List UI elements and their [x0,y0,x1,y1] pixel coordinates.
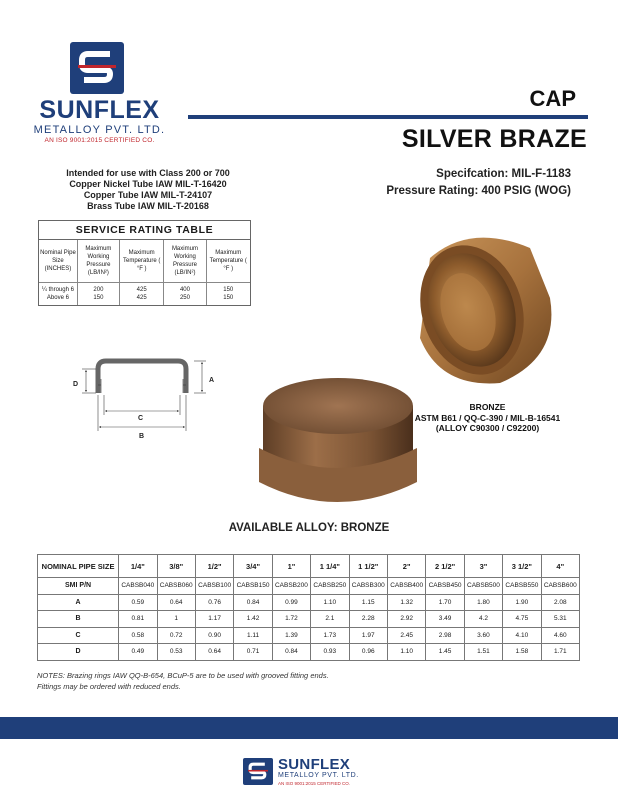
table-cell: 1.11 [234,627,272,644]
sunflex-s-logo-icon [76,48,118,88]
intended-line: Copper Tube IAW MIL-T-24107 [83,190,213,200]
table-cell: 0.96 [349,644,387,661]
table-row [38,594,580,611]
table-cell: CABSB040 [119,578,157,595]
dim-label-c: C [138,415,144,422]
table-cell: CABSB250 [311,578,349,595]
page-title: CAP [529,86,576,111]
srt-header: Maximum Temperature ( °F ) [209,250,247,272]
size-header: 2 1/2" [426,555,464,578]
size-header: 1" [272,555,310,578]
table-cell: 1 [157,611,195,628]
table-cell: 1.90 [503,594,541,611]
logo-mark [70,42,124,94]
dimension-table [37,554,580,661]
table-cell: 1.97 [349,627,387,644]
table-cell: 0.84 [234,594,272,611]
table-cell: 1.10 [387,644,425,661]
table-cell: 0.84 [272,644,310,661]
table-cell: 1.70 [426,594,464,611]
table-cell: 3.60 [464,627,502,644]
table-cell: 1.51 [464,644,502,661]
cap-dimension-drawing [68,355,228,445]
bronze-caption-line: ASTM B61 / QQ-C-390 / MIL-B-16541 [414,412,561,423]
size-header: 1/4" [119,555,157,578]
table-header-row [38,555,580,578]
srt-header: Maximum Working Pressure (LB/IN²) [77,240,119,283]
srt-cell: 150 150 [206,283,250,306]
intended-use-block [38,168,258,212]
pressure-rating-text: Pressure Rating: 400 PSIG (WOG) [386,185,571,197]
specification-text: Specifcation: MIL-F-1183 [436,168,571,180]
srt-cell: 200 150 [77,283,119,306]
srt-header: Maximum Temperature ( °F ) [119,240,163,283]
footer-logo-mark [243,758,273,785]
table-cell: 5.31 [541,611,579,628]
table-cell: 0.76 [195,594,233,611]
table-row [38,611,580,628]
table-cell: 4.60 [541,627,579,644]
table-cell: CABSB400 [387,578,425,595]
table-cell: 2.98 [426,627,464,644]
table-cell: CABSB150 [234,578,272,595]
notes [37,670,329,692]
srt-cell: ¼ through 6 Above 6 [39,283,77,306]
table-cell: 2.45 [387,627,425,644]
table-row [38,627,580,644]
table-cell: 0.64 [195,644,233,661]
size-header: 3 1/2" [503,555,541,578]
table-cell: CABSB600 [541,578,579,595]
intended-line: Intended for use with Class 200 or 700 [66,168,230,178]
table-cell: CABSB060 [157,578,195,595]
size-header: 1 1/2" [349,555,387,578]
footer-sunflex-s-icon [247,761,269,782]
dim-label-d: D [73,381,79,388]
size-header: 3/8" [157,555,195,578]
note-line: Fittings may be ordered with reduced ends. [37,682,181,691]
table-cell: 0.93 [311,644,349,661]
table-cell: CABSB300 [349,578,387,595]
table-cell: 1.42 [234,611,272,628]
table-cell: 0.53 [157,644,195,661]
row-label: A [38,594,119,611]
intended-line: Copper Nickel Tube IAW MIL-T-16420 [69,179,227,189]
table-cell: 4.10 [503,627,541,644]
cap-photo-top [255,370,420,510]
row-label: SMI P/N [38,578,119,595]
size-header: 2" [387,555,425,578]
srt-header: Maximum Working Pressure (LB/IN²) [164,240,206,283]
table-cell: 2.92 [387,611,425,628]
footer-brand-certification: AN ISO 9001:2015 CERTIFIED CO. [278,781,350,786]
dim-label-b: B [139,433,145,440]
bronze-caption [400,402,575,434]
table-cell: 3.49 [426,611,464,628]
table-cell: 1.71 [541,644,579,661]
table-cell: 4.2 [464,611,502,628]
size-header: 3/4" [234,555,272,578]
table-corner: NOMINAL PIPE SIZE [38,555,119,578]
table-cell: 0.71 [234,644,272,661]
service-rating-title: SERVICE RATING TABLE [39,221,250,240]
table-cell: CABSB100 [195,578,233,595]
table-cell: 1.73 [311,627,349,644]
table-cell: 2.08 [541,594,579,611]
table-cell: 1.45 [426,644,464,661]
note-line: NOTES: Brazing rings IAW QQ-B-654, BCuP-5 are to be used with grooved fitting ends. [37,671,329,680]
table-cell: 0.81 [119,611,157,628]
table-cell: 1.10 [311,594,349,611]
table-cell: 1.15 [349,594,387,611]
table-cell: CABSB200 [272,578,310,595]
table-cell: 0.72 [157,627,195,644]
row-label: B [38,611,119,628]
alloy-heading: AVAILABLE ALLOY: BRONZE [228,522,390,534]
table-cell: 1.17 [195,611,233,628]
srt-cell: 425 425 [119,283,163,306]
table-cell: 1.80 [464,594,502,611]
table-cell: CABSB550 [503,578,541,595]
srt-cell: 400 250 [164,283,206,306]
page-subtitle: SILVER BRAZE [401,125,587,153]
cap-photo-interior [410,228,560,388]
table-cell: 1.58 [503,644,541,661]
table-cell: 1.39 [272,627,310,644]
table-row [38,578,580,595]
table-cell: 2.1 [311,611,349,628]
footer-brand-subtitle: METALLOY PVT. LTD. [278,772,359,779]
brand-name: SUNFLEX [39,96,160,124]
intended-line: Brass Tube IAW MIL-T-20168 [87,201,209,211]
table-cell: 0.49 [119,644,157,661]
table-row [38,644,580,661]
table-cell: 4.75 [503,611,541,628]
size-header: 1 1/4" [311,555,349,578]
bronze-caption-line: (ALLOY C90300 / C92200) [435,423,540,433]
dim-label-a: A [209,377,215,384]
size-header: 1/2" [195,555,233,578]
bronze-caption-line: BRONZE [469,402,506,412]
table-cell: 0.99 [272,594,310,611]
table-cell: 0.64 [157,594,195,611]
size-header: 3" [464,555,502,578]
spec-block [386,166,571,200]
table-cell: CABSB500 [464,578,502,595]
brand-subtitle: METALLOY PVT. LTD. [33,124,166,136]
table-cell: 1.32 [387,594,425,611]
header-rule [188,115,588,119]
table-cell: 0.58 [119,627,157,644]
table-cell: 0.59 [119,594,157,611]
size-header: 4" [541,555,579,578]
footer-brand-name: SUNFLEX [278,756,351,773]
service-rating-table [38,220,251,306]
table-cell: CABSB450 [426,578,464,595]
row-label: D [38,644,119,661]
table-cell: 1.72 [272,611,310,628]
table-cell: 0.90 [195,627,233,644]
brand-certification: AN ISO 9001:2015 CERTIFIED CO. [44,137,155,144]
table-cell: 2.28 [349,611,387,628]
footer-band [0,717,618,739]
srt-header: Nominal Pipe Size (INCHES) [39,240,77,283]
row-label: C [38,627,119,644]
